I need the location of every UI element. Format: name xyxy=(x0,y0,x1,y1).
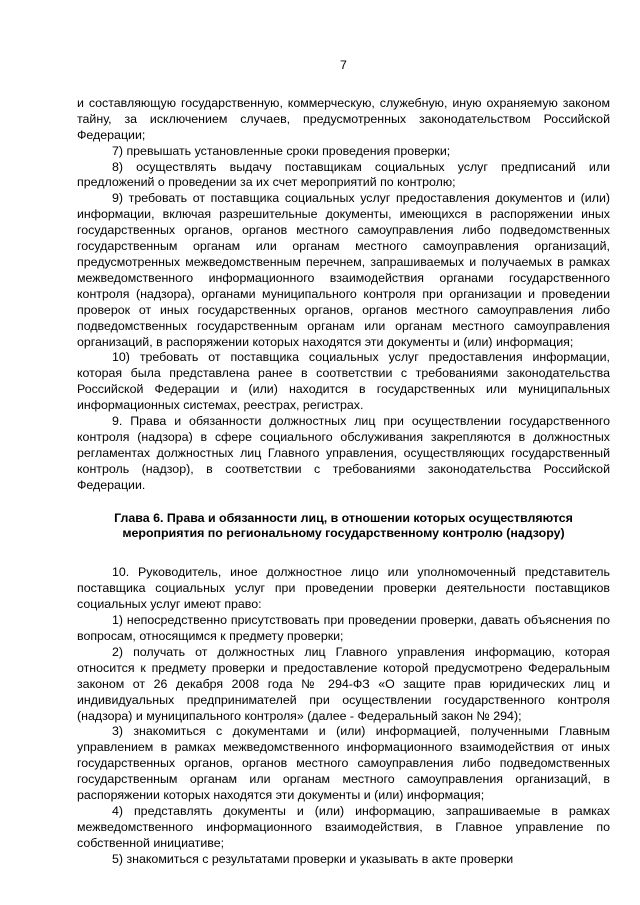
list-item-7: 7) превышать установленные сроки проведения проверки; xyxy=(112,143,451,158)
right-item-4: 4) представлять документы и (или) информацию, запрашиваемые в рамках межведомственного информационного взаимодействия, в Главное управление по собственной инициативе; xyxy=(77,803,610,850)
right-item-2: 2) получать от должностных лиц Главного управления информацию, которая относится к предмету проверки и предоставление которой предусмотрено Федеральным законом от 26 декабря 2008 года № 294-ФЗ «О защите прав юридических лиц и индивидуальных предпринимателей при осуществлении государственного контроля (надзора) и муниципального контроля» (далее - Федеральный закон № 294); xyxy=(77,644,610,723)
right-item-3: 3) знакомиться с документами и (или) информацией, полученными Главным управлением в рамках межведомственного информационного взаимодействия от иных государственных органов, органов местного самоуправления либо подведомственных государственным органам или органам местного самоуправления организаций, в распоряжении которых находятся эти документы и (или) информация; xyxy=(77,724,610,803)
list-item-8: 8) осуществлять выдачу поставщикам социальных услуг предписаний или предложений о проведении за их счет мероприятий по контролю; xyxy=(77,159,610,190)
page-number: 7 xyxy=(340,58,347,72)
paragraph-continuation: и составляющую государственную, коммерческую, служебную, иную охраняемую законом тайну, за исключением случаев, предусмотренных законодательством Российской Федерации; xyxy=(77,95,610,142)
right-item-1: 1) непосредственно присутствовать при проведении проверки, давать объяснения по вопросам, относящимся к предмету проверки; xyxy=(77,613,610,643)
right-item-5: 5) знакомиться с результатами проверки и указывать в акте проверки xyxy=(112,851,514,866)
clause-10: 10. Руководитель, иное должностное лицо или уполномоченный представитель поставщика социальных услуг при проведении проверки деятельности поставщиков социальных услуг имеют право: xyxy=(77,565,610,612)
list-item-9: 9) требовать от поставщика социальных услуг предоставления документов и (или) информации, включая разрешительные документы, имеющихся в распоряжении иных государственных органов, органов местного самоуправления либо подведомственных государственным органам или органам местного самоуправления организаций, предусмотренных межведомственным перечнем, запрашиваемых и получаемых в рамках межведомственного информационного взаимодействия органами государственного контроля (надзора), органами муниципального контроля при организации и проведении проверок от иных государственных органов, органов местного самоуправления либо подведомственных государственным органам или органам местного самоуправления организаций, в распоряжении которых находятся эти документы и (или) информация; xyxy=(77,191,610,349)
chapter-heading: Глава 6. Права и обязанности лиц, в отношении которых осуществляются мероприятия по региональному государственному контролю (надзору) xyxy=(114,510,573,541)
clause-9: 9. Права и обязанности должностных лиц при осуществлении государственного контроля (надзора) в сфере социального обслуживания закрепляются в должностных регламентах должностных лиц Главного управления, осуществляющих государственный контроль (надзор), в соответствии с требованиями законодательства Российской Федерации. xyxy=(77,414,610,492)
list-item-10: 10) требовать от поставщика социальных услуг предоставления информации, которая была представлена ранее в соответствии с требованиями законодательства Российской Федерации и (или) находится в государственных или муниципальных информационных системах, реестрах, регистрах. xyxy=(77,350,610,413)
